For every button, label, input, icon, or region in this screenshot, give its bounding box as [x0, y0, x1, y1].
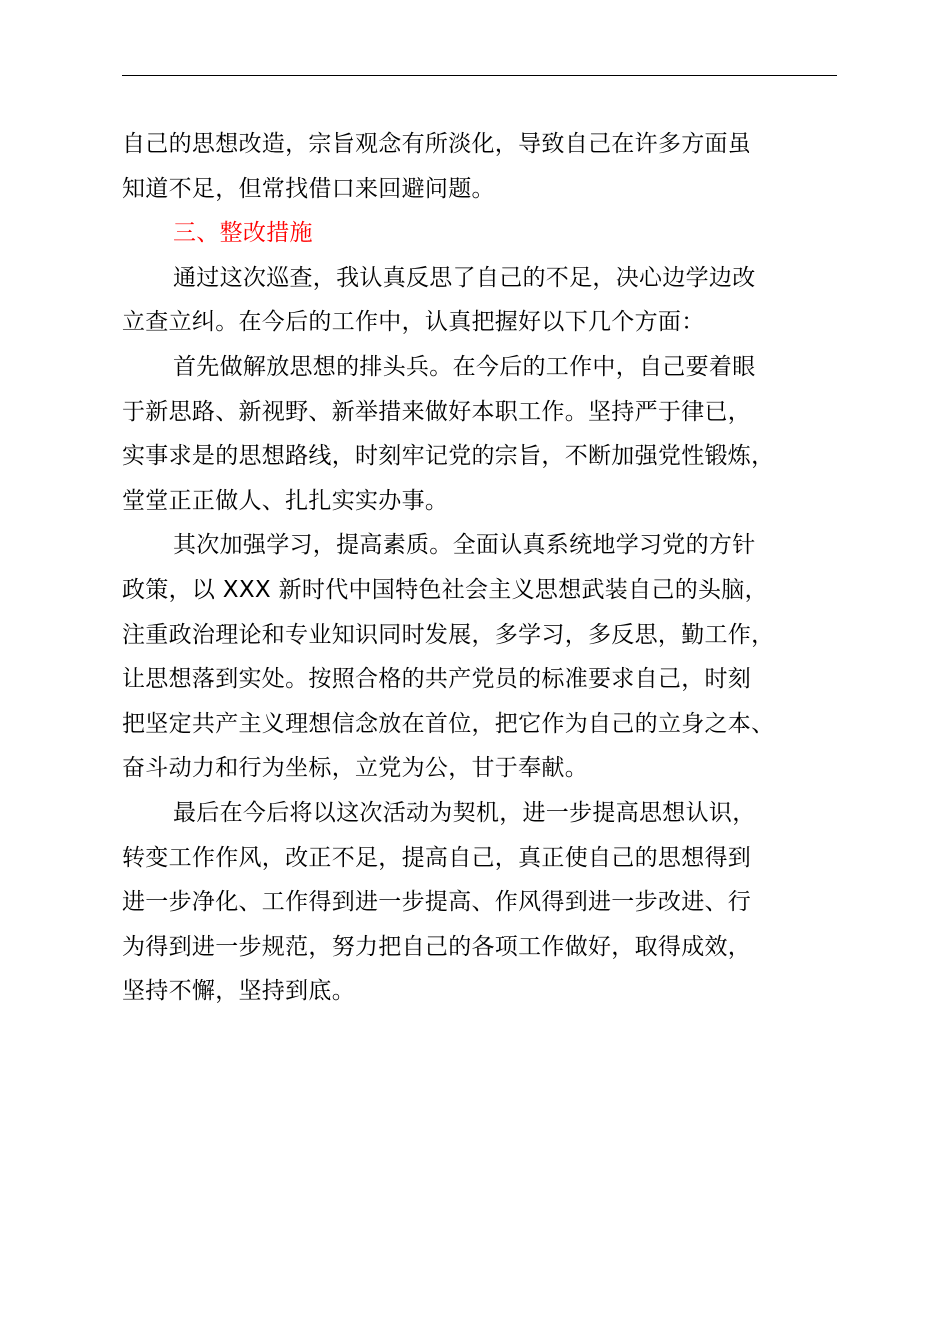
paragraph-line: 堂堂正正做人、扎扎实实办事。 — [122, 487, 449, 514]
paragraph-line: 立查立纠。在今后的工作中，认真把握好以下几个方面： — [122, 309, 705, 336]
paragraph-line: 把坚定共产主义理想信念放在首位，把它作为自己的立身之本、 — [122, 710, 775, 737]
paragraph-line: 为得到进一步规范，努力把自己的各项工作做好，取得成效， — [122, 933, 752, 960]
paragraph-line: 进一步净化、工作得到进一步提高、作风得到进一步改进、行 — [122, 889, 752, 916]
paragraph-line: 最后在今后将以这次活动为契机，进一步提高思想认识， — [173, 799, 756, 826]
paragraph-line: 实事求是的思想路线，时刻牢记党的宗旨，不断加强党性锻炼， — [122, 443, 775, 470]
paragraph-line: 奋斗动力和行为坐标，立党为公，甘于奉献。 — [122, 755, 588, 782]
paragraph-line: 通过这次巡查，我认真反思了自己的不足，决心边学边改 — [173, 264, 756, 291]
paragraph-line: 知道不足，但常找借口来回避问题。 — [122, 175, 495, 202]
paragraph-line: 坚持不懈，坚持到底。 — [122, 978, 355, 1005]
paragraph-line: 于新思路、新视野、新举措来做好本职工作。坚持严于律已， — [122, 398, 752, 425]
paragraph-line: 首先做解放思想的排头兵。在今后的工作中，自己要着眼 — [173, 353, 756, 380]
paragraph-line: 其次加强学习，提高素质。全面认真系统地学习党的方针 — [173, 532, 756, 559]
paragraph-line: 政策，以 XXX 新时代中国特色社会主义思想武装自己的头脑， — [122, 576, 768, 603]
paragraph-line: 转变工作作风，改正不足，提高自己，真正使自己的思想得到 — [122, 844, 752, 871]
paragraph-line: 自己的思想改造，宗旨观念有所淡化，导致自己在许多方面虽 — [122, 131, 752, 157]
paragraph-line: 注重政治理论和专业知识同时发展，多学习，多反思，勤工作， — [122, 621, 775, 648]
section-heading: 三、整改措施 — [173, 220, 313, 247]
document-body — [122, 122, 862, 1014]
paragraph-line: 让思想落到实处。按照合格的共产党员的标准要求自己，时刻 — [122, 666, 752, 693]
header-rule — [122, 75, 837, 76]
